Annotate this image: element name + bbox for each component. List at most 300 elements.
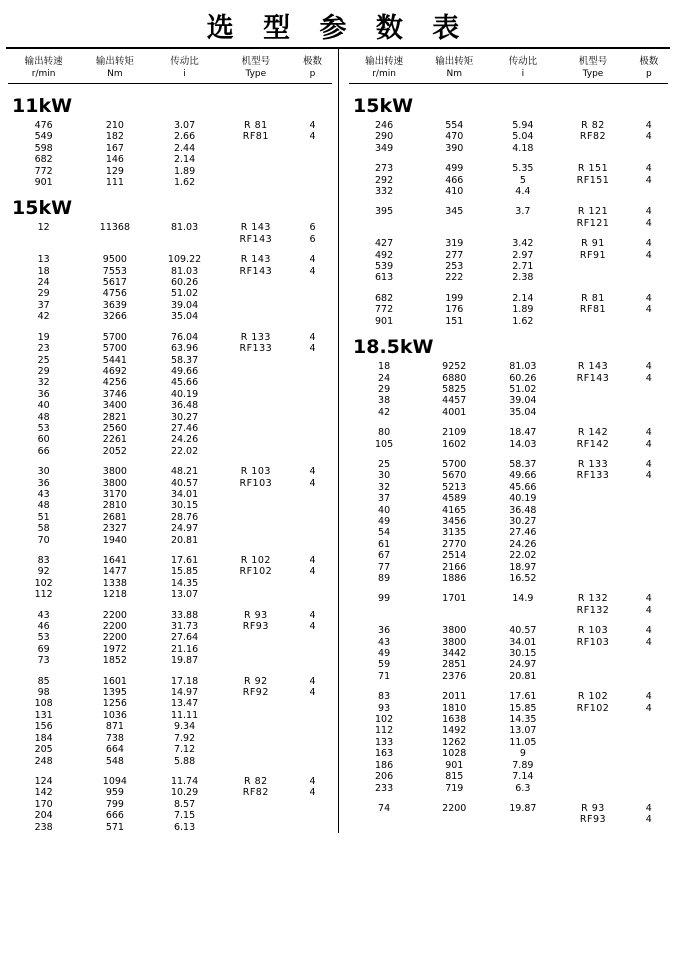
cell-output-torque: 3800: [442, 636, 467, 648]
table-row: [8, 676, 332, 687]
cell-ratio: 1.89: [512, 304, 534, 316]
cell-type: [219, 154, 294, 165]
cell-output-torque: 3639: [102, 299, 127, 311]
cell-ratio: 18.97: [509, 561, 537, 573]
cell-ratio: 1.62: [512, 315, 534, 327]
power-rating-heading: 15kW: [12, 197, 73, 220]
table-row: [349, 439, 668, 450]
table-row: [8, 610, 332, 621]
cell-ratio: 40.19: [170, 388, 199, 400]
cell-output-torque: 2109: [442, 427, 467, 439]
cell-type: R 92: [243, 675, 268, 687]
cell-poles: [293, 489, 332, 500]
cell-output-speed: 184: [34, 732, 53, 744]
cell-poles: 4: [645, 304, 652, 316]
cell-output-speed: 29: [378, 383, 391, 395]
cell-output-speed: 42: [378, 406, 391, 418]
table-row: [8, 131, 332, 142]
cell-poles: [630, 261, 668, 272]
cell-output-torque: 3456: [442, 515, 467, 527]
cell-type: RF143: [239, 233, 273, 245]
cell-output-speed: 48: [37, 411, 50, 423]
cell-output-speed: 12: [37, 222, 50, 234]
cell-type: [556, 395, 629, 406]
cell-output-torque: 1810: [442, 702, 467, 714]
cell-output-torque: 1852: [102, 655, 127, 667]
cell-ratio: 51.02: [170, 288, 199, 300]
table-row: [349, 293, 668, 304]
cell-type: [219, 434, 294, 445]
cell-output-torque: 2200: [102, 621, 127, 633]
header-output-torque: 输出转矩 Nm: [435, 56, 474, 79]
cell-poles: [293, 143, 332, 154]
cell-output-torque: [79, 234, 150, 245]
cell-type: [219, 366, 294, 377]
cell-ratio: 60.26: [509, 372, 537, 384]
cell-poles: 4: [645, 206, 652, 218]
cell-output-speed: 71: [378, 670, 391, 682]
cell-type: [556, 407, 629, 418]
cell-poles: [293, 810, 332, 821]
cell-output-speed: 901: [375, 315, 394, 327]
cell-ratio: 1.62: [173, 177, 196, 189]
cell-poles: [630, 771, 668, 782]
cell-type: [219, 412, 294, 423]
table-row: [8, 277, 332, 288]
cell-type: [556, 737, 629, 748]
cell-ratio: 30.27: [170, 411, 199, 423]
cell-poles: 4: [309, 254, 316, 266]
cell-output-speed: 19: [37, 331, 50, 343]
cell-output-speed: 73: [37, 655, 50, 667]
cell-ratio: 34.01: [509, 636, 537, 648]
cell-poles: [630, 539, 668, 550]
cell-output-torque: 2200: [102, 632, 127, 644]
cell-output-torque: 129: [105, 165, 124, 177]
cell-type: [556, 760, 629, 771]
cell-ratio: 19.87: [170, 655, 199, 667]
cell-output-speed: 13: [37, 254, 50, 266]
cell-output-torque: 1395: [102, 687, 127, 699]
spec-group: [349, 293, 668, 327]
cell-type: [556, 783, 629, 794]
cell-output-speed: 48: [37, 500, 50, 512]
cell-output-torque: 4256: [102, 377, 127, 389]
cell-output-speed: 18: [378, 361, 391, 373]
cell-poles: [630, 493, 668, 504]
cell-output-torque: 4692: [102, 365, 127, 377]
cell-type: R 143: [240, 222, 271, 234]
table-row: [349, 304, 668, 315]
cell-poles: [293, 166, 332, 177]
cell-output-torque: 2851: [442, 659, 467, 671]
cell-ratio: 40.57: [170, 477, 199, 489]
cell-type: [556, 505, 629, 516]
cell-output-speed: 36: [37, 388, 50, 400]
cell-type: [219, 589, 294, 600]
cell-ratio: 20.81: [509, 670, 537, 682]
cell-output-torque: 815: [445, 771, 464, 783]
cell-output-torque: 111: [105, 177, 124, 189]
table-row: [8, 756, 332, 767]
cell-poles: [630, 659, 668, 670]
cell-ratio: 2.14: [512, 292, 534, 304]
two-column-body: [0, 49, 676, 833]
table-row: [8, 733, 332, 744]
cell-output-torque: 4756: [102, 288, 127, 300]
cell-poles: [293, 733, 332, 744]
cell-output-speed: 93: [378, 702, 391, 714]
spec-group: [349, 163, 668, 197]
cell-poles: 4: [645, 691, 652, 703]
cell-ratio: 7.15: [173, 810, 196, 822]
cell-poles: [630, 143, 668, 154]
cell-output-torque: 571: [105, 821, 124, 833]
table-row: [8, 535, 332, 546]
cell-ratio: 11.05: [509, 736, 537, 748]
cell-output-speed: 102: [375, 714, 394, 726]
cell-output-speed: 133: [375, 736, 394, 748]
table-row: [349, 527, 668, 538]
table-row: [8, 234, 332, 245]
cell-output-torque: 4589: [442, 493, 467, 505]
cell-poles: [630, 671, 668, 682]
header-type: 机型号 Type: [578, 56, 608, 79]
cell-output-torque: 5700: [442, 458, 467, 470]
table-row: [8, 744, 332, 755]
cell-output-torque: 253: [445, 261, 464, 273]
table-row: [349, 714, 668, 725]
cell-ratio: 36.48: [509, 504, 537, 516]
power-rating-heading: 11kW: [12, 95, 73, 117]
cell-ratio: 27.46: [509, 527, 537, 539]
cell-output-speed: 99: [378, 593, 391, 605]
spec-group: [8, 120, 332, 188]
cell-output-torque: 1602: [442, 438, 467, 450]
table-row: [8, 822, 332, 833]
cell-ratio: 5.35: [512, 163, 534, 175]
spec-group: [8, 610, 332, 667]
cell-ratio: 45.66: [509, 481, 537, 493]
cell-poles: [293, 355, 332, 366]
table-row: [8, 810, 332, 821]
table-row: [8, 500, 332, 511]
cell-type: [219, 710, 294, 721]
cell-output-speed: 395: [375, 206, 394, 218]
cell-output-speed: 70: [37, 534, 50, 546]
cell-output-speed: 29: [37, 288, 50, 300]
cell-output-speed: 54: [378, 527, 391, 539]
cell-type: [556, 671, 629, 682]
table-row: [8, 589, 332, 600]
cell-ratio: 2.97: [512, 249, 534, 261]
cell-output-torque: 5825: [442, 383, 467, 395]
cell-output-torque: 664: [105, 744, 124, 756]
cell-output-speed: 233: [375, 782, 394, 794]
cell-poles: [630, 714, 668, 725]
cell-ratio: 49.66: [509, 470, 537, 482]
cell-ratio: 4.4: [515, 186, 531, 198]
cell-output-torque: 901: [445, 759, 464, 771]
cell-output-speed: 67: [378, 550, 391, 562]
group-spacer: [349, 229, 668, 238]
group-spacer: [8, 546, 332, 555]
cell-output-speed: 24: [37, 277, 50, 289]
cell-poles: [293, 589, 332, 600]
cell-output-torque: 1094: [102, 775, 127, 787]
cell-output-speed: 98: [37, 687, 50, 699]
table-row: [8, 655, 332, 666]
cell-ratio: 13.07: [509, 725, 537, 737]
cell-output-speed: [349, 814, 419, 825]
cell-poles: 4: [309, 775, 316, 787]
cell-type: [556, 714, 629, 725]
cell-output-speed: 598: [34, 142, 53, 154]
power-rating-heading: 15kW: [353, 95, 414, 117]
cell-type: [556, 272, 629, 283]
header-poles: 极数 p: [639, 56, 659, 79]
table-row: [349, 143, 668, 154]
cell-poles: [293, 300, 332, 311]
cell-output-torque: 1028: [442, 748, 467, 760]
cell-poles: 4: [309, 131, 316, 143]
cell-type: R 142: [577, 427, 609, 439]
cell-poles: 4: [645, 238, 652, 250]
cell-poles: [293, 698, 332, 709]
cell-output-speed: 43: [37, 488, 50, 500]
table-row: [8, 355, 332, 366]
cell-ratio: 81.03: [170, 222, 199, 234]
cell-poles: 4: [645, 625, 652, 637]
cell-poles: [630, 505, 668, 516]
cell-poles: [630, 384, 668, 395]
cell-poles: 4: [645, 249, 652, 261]
cell-output-speed: 142: [34, 787, 53, 799]
cell-type: [219, 799, 294, 810]
table-row: [8, 446, 332, 457]
cell-poles: 6: [309, 233, 316, 245]
cell-poles: [630, 316, 668, 327]
cell-type: RF91: [579, 249, 607, 261]
cell-ratio: 60.26: [170, 277, 199, 289]
cell-poles: [293, 756, 332, 767]
right-section-list: [349, 86, 668, 826]
cell-type: R 151: [577, 163, 609, 175]
cell-poles: 4: [645, 163, 652, 175]
table-row: [8, 632, 332, 643]
cell-output-torque: 1262: [442, 736, 467, 748]
cell-output-speed: 290: [375, 131, 394, 143]
cell-output-speed: 40: [378, 504, 391, 516]
cell-output-torque: 799: [105, 798, 124, 810]
table-row: [8, 266, 332, 277]
cell-output-speed: 53: [37, 632, 50, 644]
table-row: [8, 143, 332, 154]
cell-output-speed: 112: [34, 589, 53, 601]
cell-poles: [293, 523, 332, 534]
cell-output-torque: 277: [445, 249, 464, 261]
cell-poles: 4: [645, 604, 652, 616]
cell-type: [556, 725, 629, 736]
cell-type: [219, 512, 294, 523]
cell-output-speed: 105: [375, 438, 394, 450]
cell-poles: [293, 277, 332, 288]
cell-poles: 4: [309, 265, 316, 277]
cell-poles: [293, 311, 332, 322]
cell-output-torque: 3800: [102, 466, 127, 478]
cell-output-speed: 539: [375, 261, 394, 273]
table-row: [349, 163, 668, 174]
spec-group: [8, 222, 332, 245]
table-row: [349, 131, 668, 142]
cell-output-torque: 1972: [102, 643, 127, 655]
cell-type: RF121: [576, 217, 610, 229]
cell-ratio: 30.15: [509, 648, 537, 660]
cell-output-speed: 66: [37, 445, 50, 457]
cell-type: R 82: [243, 775, 268, 787]
cell-output-torque: 548: [105, 755, 124, 767]
cell-type: RF143: [239, 265, 273, 277]
cell-output-speed: 246: [375, 120, 394, 131]
cell-poles: [630, 648, 668, 659]
cell-output-speed: 29: [37, 365, 50, 377]
cell-poles: 4: [309, 687, 316, 699]
cell-ratio: 17.18: [170, 675, 199, 687]
cell-output-torque: 2514: [442, 550, 467, 562]
cell-type: R 102: [577, 691, 609, 703]
group-spacer: [8, 457, 332, 466]
spec-group: [349, 803, 668, 826]
cell-type: RF81: [242, 131, 269, 143]
table-row: [8, 332, 332, 343]
cell-output-torque: [419, 218, 489, 229]
cell-poles: 4: [645, 702, 652, 714]
table-row: [8, 300, 332, 311]
cell-type: [556, 550, 629, 561]
cell-output-speed: 46: [37, 621, 50, 633]
cell-poles: [630, 783, 668, 794]
cell-output-speed: 492: [375, 249, 394, 261]
cell-output-speed: 23: [37, 343, 50, 355]
cell-output-torque: 2376: [442, 670, 467, 682]
cell-output-speed: 476: [34, 120, 53, 131]
table-row: [349, 771, 668, 782]
cell-output-torque: 11368: [99, 222, 131, 234]
cell-output-speed: 30: [378, 470, 391, 482]
table-row: [349, 593, 668, 604]
cell-output-speed: 682: [375, 292, 394, 304]
cell-output-torque: 1701: [442, 593, 467, 605]
group-spacer: [349, 418, 668, 427]
table-row: [349, 748, 668, 759]
cell-output-speed: 549: [34, 131, 53, 143]
cell-output-torque: 151: [445, 315, 464, 327]
table-row: [349, 395, 668, 406]
cell-poles: [293, 389, 332, 400]
cell-output-torque: 5617: [102, 277, 127, 289]
cell-ratio: 30.27: [509, 515, 537, 527]
group-spacer: [349, 450, 668, 459]
table-row: [349, 783, 668, 794]
table-row: [8, 154, 332, 165]
cell-ratio: 14.35: [170, 577, 199, 589]
cell-ratio: 30.15: [170, 500, 199, 512]
cell-output-speed: 112: [375, 725, 394, 737]
cell-output-torque: 499: [445, 163, 464, 175]
cell-type: [219, 698, 294, 709]
cell-type: R 143: [240, 254, 271, 266]
cell-type: R 93: [243, 609, 268, 621]
cell-ratio: 109.22: [167, 254, 202, 266]
cell-poles: [630, 562, 668, 573]
cell-type: [556, 659, 629, 670]
cell-output-torque: 2770: [442, 538, 467, 550]
left-section-list: [8, 86, 332, 833]
cell-type: RF133: [239, 343, 273, 355]
group-spacer: [349, 154, 668, 163]
table-row: [8, 412, 332, 423]
cell-ratio: [489, 605, 556, 616]
spec-group: [8, 254, 332, 322]
cell-poles: 4: [645, 814, 652, 826]
group-spacer: [349, 682, 668, 691]
cell-ratio: 19.87: [509, 802, 537, 814]
cell-ratio: 4.18: [512, 142, 534, 154]
group-spacer: [8, 245, 332, 254]
table-row: [8, 489, 332, 500]
table-row: [8, 366, 332, 377]
cell-type: [219, 377, 294, 388]
cell-ratio: 17.61: [170, 555, 199, 566]
spec-group: [8, 676, 332, 767]
cell-output-speed: 238: [34, 821, 53, 833]
cell-poles: [293, 578, 332, 589]
cell-ratio: [151, 234, 219, 245]
cell-ratio: 7.92: [173, 732, 196, 744]
cell-output-speed: 156: [34, 721, 53, 733]
cell-output-torque: 199: [445, 292, 464, 304]
cell-ratio: 8.57: [173, 798, 196, 810]
cell-output-torque: 1036: [102, 709, 127, 721]
cell-poles: [630, 527, 668, 538]
table-row: [8, 799, 332, 810]
cell-output-speed: 43: [37, 609, 50, 621]
cell-poles: 4: [309, 621, 316, 633]
cell-poles: [293, 799, 332, 810]
cell-output-speed: 206: [375, 771, 394, 783]
cell-output-torque: 2821: [102, 411, 127, 423]
table-row: [8, 400, 332, 411]
cell-ratio: 45.66: [170, 377, 199, 389]
cell-output-speed: 332: [375, 186, 394, 198]
table-row: [349, 725, 668, 736]
cell-type: [556, 186, 629, 197]
cell-ratio: 13.07: [170, 589, 199, 601]
cell-output-speed: 772: [375, 304, 394, 316]
cell-type: R 102: [240, 555, 271, 566]
cell-type: [219, 143, 294, 154]
table-row: [8, 311, 332, 322]
cell-type: RF143: [576, 372, 610, 384]
cell-ratio: 6.3: [515, 782, 531, 794]
header-divider-right: [349, 83, 668, 84]
cell-ratio: 16.52: [509, 573, 537, 584]
cell-ratio: 18.47: [509, 427, 537, 439]
cell-output-speed: [349, 218, 419, 229]
table-row: [349, 120, 668, 131]
cell-type: [219, 389, 294, 400]
right-column: [338, 49, 676, 833]
